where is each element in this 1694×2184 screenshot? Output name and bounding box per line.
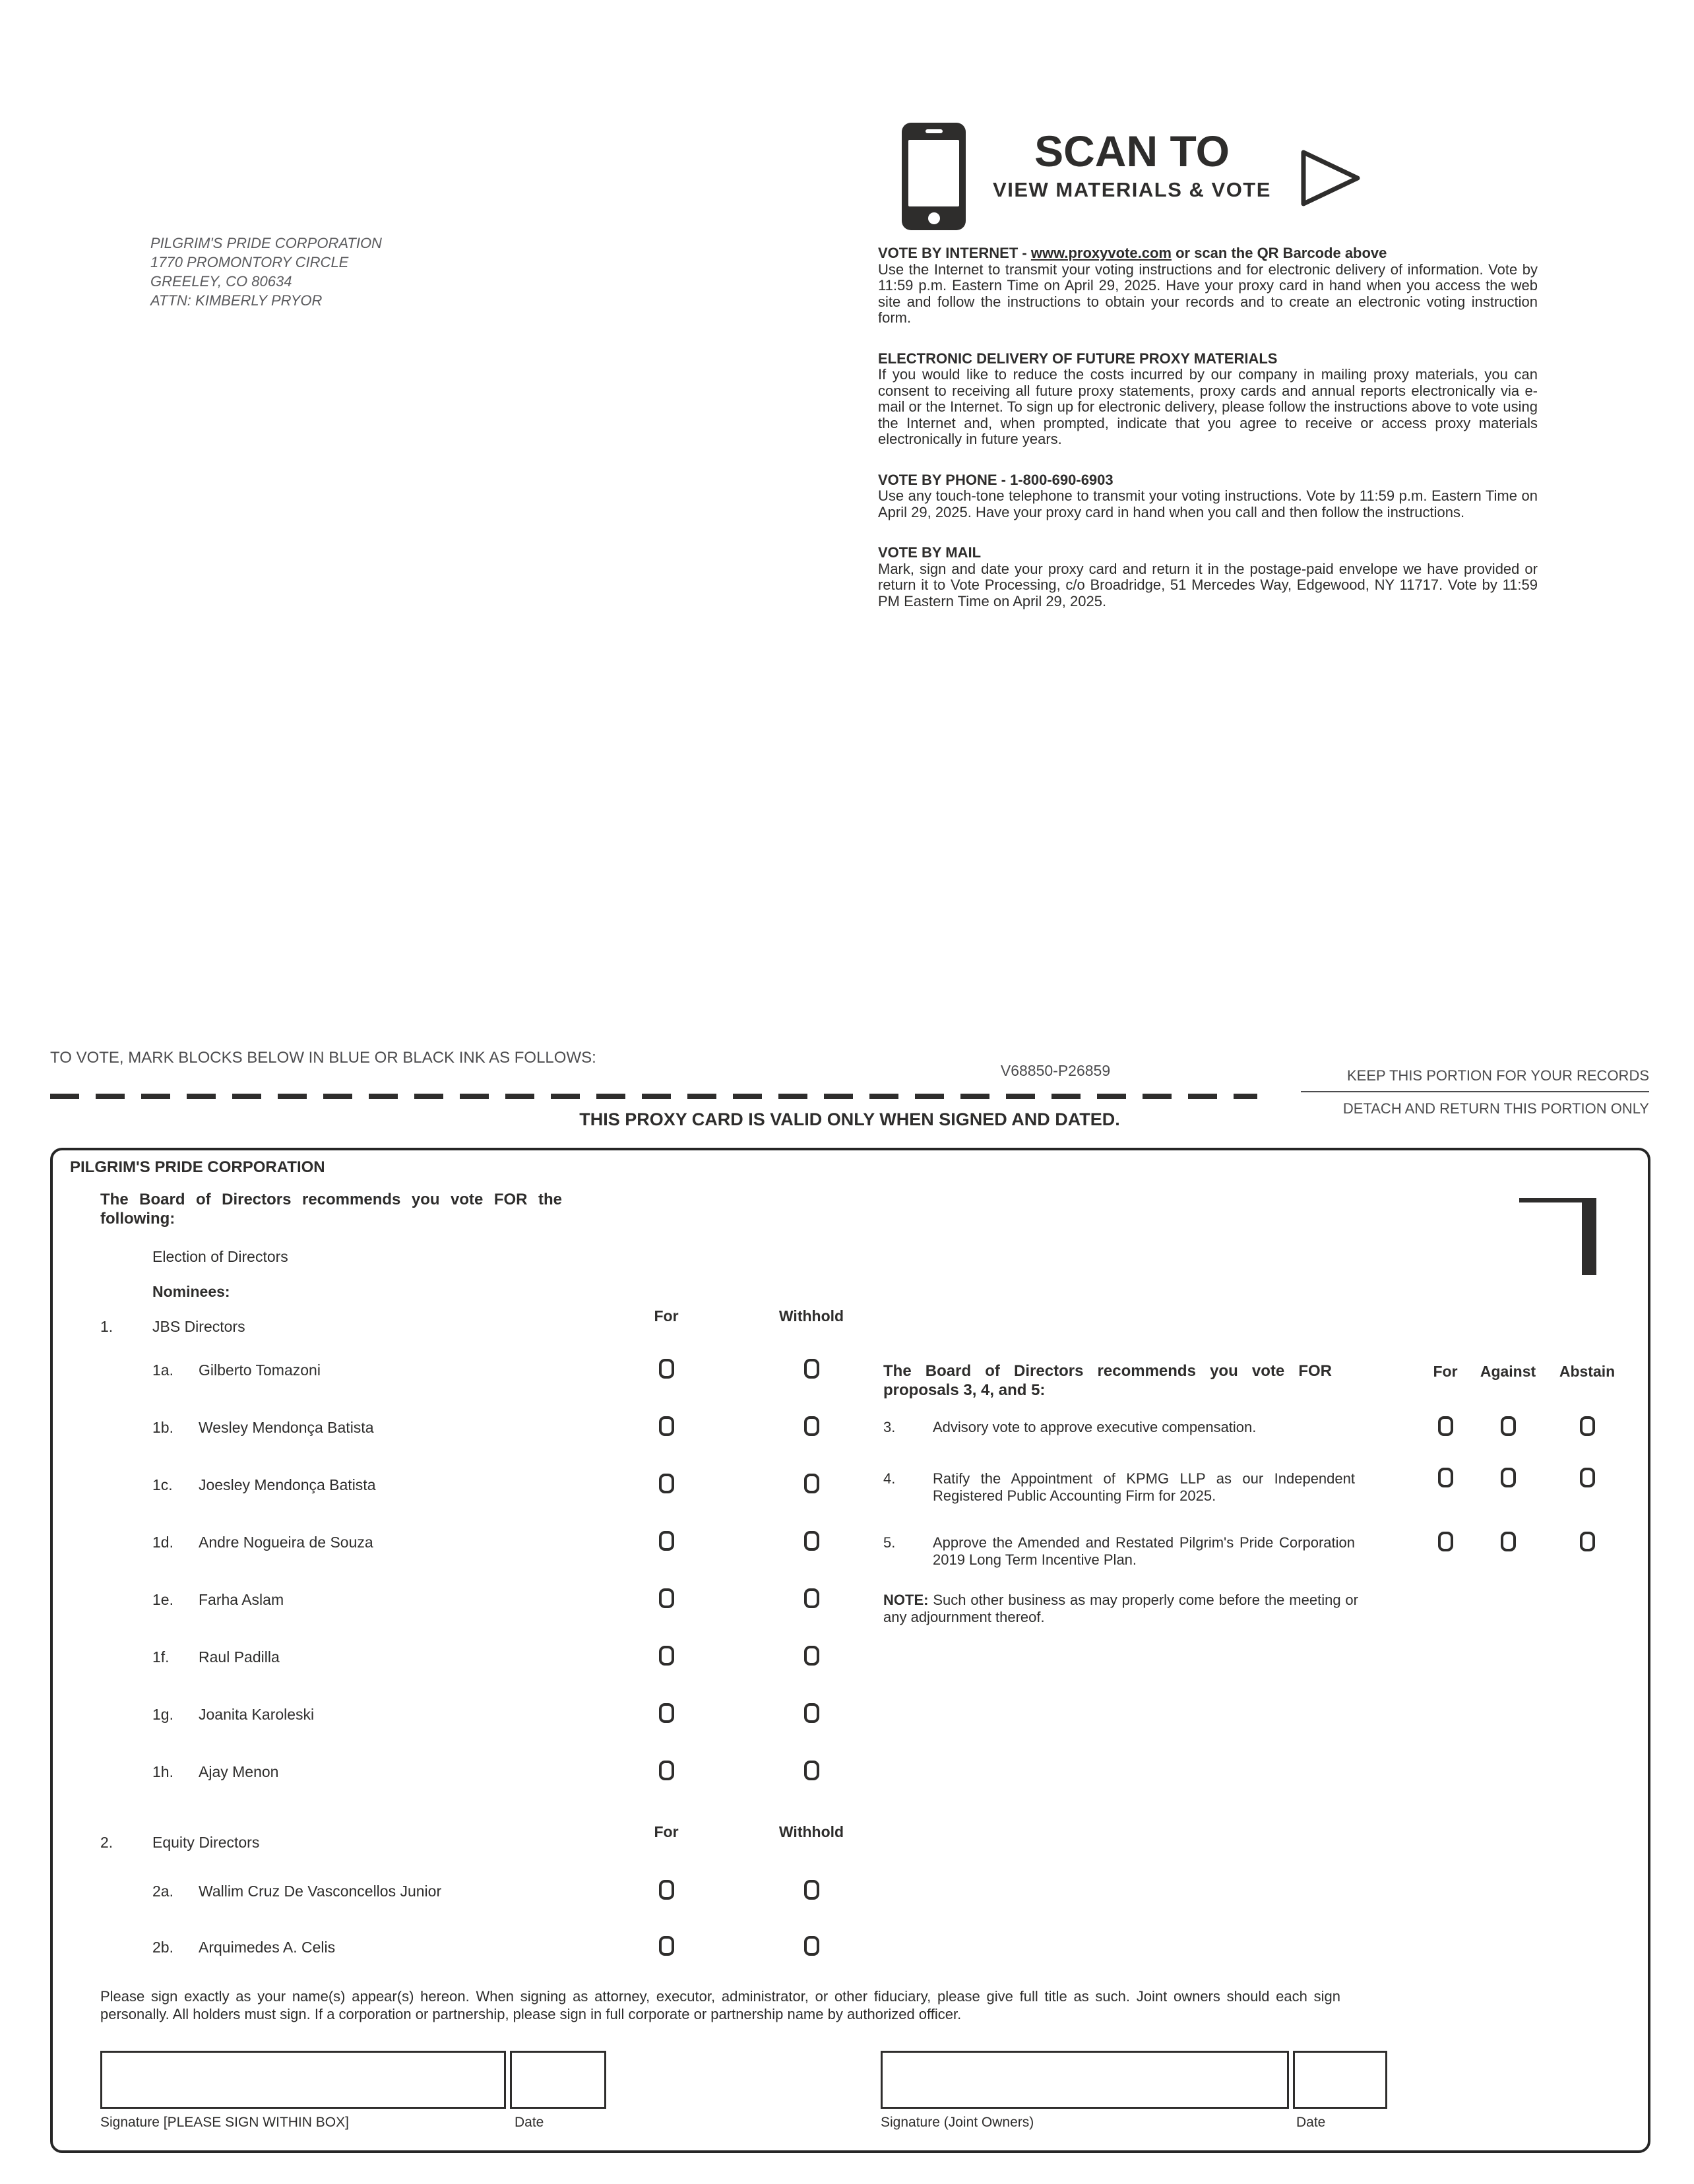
- joint-signature-date-label: Date: [1296, 2115, 1326, 2130]
- for-checkbox-1g[interactable]: [659, 1703, 674, 1723]
- valid-when-signed-text: THIS PROXY CARD IS VALID ONLY WHEN SIGNED AND DATED.: [579, 1109, 1120, 1129]
- nominee-id: 1f.: [152, 1648, 170, 1666]
- joint-signature-input-box[interactable]: [881, 2051, 1289, 2109]
- column-header-abstain: Abstain: [1559, 1363, 1616, 1380]
- scan-title: SCAN TO: [1034, 127, 1230, 175]
- nominee-id: 1e.: [152, 1591, 173, 1608]
- ballot-card: [50, 1148, 1650, 2153]
- vote-by-mail-block: [878, 545, 1538, 609]
- nominee-id: 1g.: [152, 1706, 173, 1723]
- nominee-id: 2a.: [152, 1883, 173, 1900]
- electronic-delivery-block: [878, 351, 1538, 448]
- proxyvote-link[interactable]: www.proxyvote.com: [1030, 245, 1172, 261]
- for-checkbox-1c[interactable]: [659, 1474, 674, 1493]
- nominee-id: 1a.: [152, 1361, 173, 1379]
- control-number: V68850-P26859: [1000, 1062, 1111, 1079]
- nominee-name: Arquimedes A. Celis: [199, 1939, 336, 1956]
- nominee-row-1c: [53, 1476, 1648, 1503]
- nominee-name: Wallim Cruz De Vasconcellos Junior: [199, 1883, 442, 1900]
- vote-by-mail-heading: VOTE BY MAIL: [878, 544, 982, 561]
- nominee-name: Andre Nogueira de Souza: [199, 1534, 373, 1551]
- for-checkbox-1e[interactable]: [659, 1588, 674, 1608]
- phone-speaker-icon: [925, 129, 943, 133]
- election-of-directors-label: Election of Directors: [152, 1248, 288, 1265]
- detach-portion-text: DETACH AND RETURN THIS PORTION ONLY: [1342, 1100, 1649, 1117]
- smartphone-icon: [902, 123, 966, 230]
- group1-number: 1.: [100, 1318, 113, 1335]
- nominee-row-2b: [53, 1939, 1648, 1965]
- heading-suffix: or scan the QR Barcode above: [1171, 245, 1387, 261]
- proposal-number: 4.: [883, 1470, 896, 1487]
- scan-subtitle: VIEW MATERIALS & VOTE: [993, 178, 1271, 201]
- nominee-name: Ajay Menon: [199, 1763, 279, 1780]
- nominee-row-1e: [53, 1591, 1648, 1617]
- proposal-text: Approve the Amended and Restated Pilgrim's Pride Corporation 2019 Long Term Incentive Plan.: [933, 1534, 1355, 1568]
- signature-date-input-box[interactable]: [510, 2051, 606, 2109]
- electronic-delivery-heading: ELECTRONIC DELIVERY OF FUTURE PROXY MATERIALS: [878, 350, 1278, 367]
- proposal-text: Ratify the Appointment of KPMG LLP as our Independent Registered Public Accounting Firm for 2025.: [933, 1470, 1355, 1504]
- vote-by-phone-block: [878, 472, 1538, 521]
- abstain-checkbox-p3[interactable]: [1580, 1416, 1595, 1436]
- detach-dashed-line: [50, 1094, 1257, 1099]
- nominee-row-1g: [53, 1706, 1648, 1732]
- note-text: Such other business as may properly come before the meeting or any adjournment thereof.: [883, 1592, 1358, 1625]
- nominee-name: Farha Aslam: [199, 1591, 284, 1608]
- nominee-id: 1d.: [152, 1534, 173, 1551]
- vote-by-phone-heading: VOTE BY PHONE - 1-800-690-6903: [878, 471, 1114, 488]
- sender-street: 1770 PROMONTORY CIRCLE: [150, 254, 349, 270]
- vote-by-phone-body: Use any touch-tone telephone to transmit your voting instructions. Vote by 11:59 p.m. Eastern Time on April 29, 2025. Have your proxy card in hand when you call and then follow the instructions.: [878, 487, 1538, 520]
- mark-blocks-instruction: TO VOTE, MARK BLOCKS BELOW IN BLUE OR BLACK INK AS FOLLOWS:: [50, 1049, 596, 1067]
- for-checkbox-2b[interactable]: [659, 1936, 674, 1956]
- nominee-id: 1h.: [152, 1763, 173, 1780]
- withhold-checkbox-1f[interactable]: [804, 1646, 819, 1666]
- column-header-for-2: For: [654, 1823, 679, 1840]
- phone-home-button-icon: [928, 212, 940, 224]
- vote-by-internet-block: [878, 245, 1538, 327]
- against-checkbox-p3[interactable]: [1501, 1416, 1516, 1436]
- for-checkbox-p5[interactable]: [1438, 1532, 1453, 1551]
- group2-label: Equity Directors: [152, 1834, 260, 1851]
- signature-box-label: Signature [PLEASE SIGN WITHIN BOX]: [100, 2115, 349, 2130]
- group1-label: JBS Directors: [152, 1318, 245, 1335]
- signature-input-box[interactable]: [100, 2051, 506, 2109]
- for-checkbox-1d[interactable]: [659, 1531, 674, 1551]
- scan-banner: [983, 128, 1281, 202]
- nominee-row-1a: [53, 1361, 1648, 1388]
- withhold-checkbox-1g[interactable]: [804, 1703, 819, 1723]
- abstain-checkbox-p4[interactable]: [1580, 1468, 1595, 1487]
- directors-recommendation: The Board of Directors recommends you vote FOR the following:: [100, 1191, 562, 1228]
- heading-prefix: VOTE BY INTERNET -: [878, 245, 1031, 261]
- proposal-text: Advisory vote to approve executive compensation.: [933, 1419, 1257, 1435]
- withhold-checkbox-2b[interactable]: [804, 1936, 819, 1956]
- abstain-checkbox-p5[interactable]: [1580, 1532, 1595, 1551]
- for-checkbox-1b[interactable]: [659, 1416, 674, 1436]
- electronic-delivery-body: If you would like to reduce the costs incurred by our company in mailing proxy materials, you can consent to receiving all future proxy statements, proxy cards and annual reports electronically via e-mail or the Internet. To sign up for electronic delivery, please follow the instructions above to vote using the Internet and, when prompted, indicate that you agree to receive or access proxy materials electronically in future years.: [878, 366, 1538, 447]
- nominee-name: Wesley Mendonça Batista: [199, 1419, 374, 1436]
- vote-by-internet-body: Use the Internet to transmit your voting instructions and for electronic delivery of information. Vote by 11:59 p.m. Eastern Time on April 29, 2025. Have your proxy card in hand when you access the web site and follow the instructions to obtain your records and to create an electronic voting instruction form.: [878, 261, 1538, 326]
- against-checkbox-p5[interactable]: [1501, 1532, 1516, 1551]
- joint-signature-box-label: Signature (Joint Owners): [881, 2115, 1034, 2130]
- other-business-note: [883, 1592, 1358, 1626]
- withhold-checkbox-1h[interactable]: [804, 1761, 819, 1780]
- withhold-checkbox-1d[interactable]: [804, 1531, 819, 1551]
- phone-screen-icon: [908, 140, 959, 206]
- for-checkbox-2a[interactable]: [659, 1880, 674, 1900]
- nominee-row-2a: [53, 1883, 1648, 1909]
- nominee-name: Joesley Mendonça Batista: [199, 1476, 376, 1493]
- nominee-row-1f: [53, 1648, 1648, 1675]
- nominee-name: Gilberto Tomazoni: [199, 1361, 321, 1379]
- nominee-name: Raul Padilla: [199, 1648, 280, 1666]
- column-header-withhold: Withhold: [778, 1307, 844, 1325]
- for-checkbox-p4[interactable]: [1438, 1468, 1453, 1487]
- joint-signature-date-input-box[interactable]: [1293, 2051, 1387, 2109]
- proposal-number: 3.: [883, 1419, 896, 1435]
- column-header-against: Against: [1480, 1363, 1536, 1380]
- arrow-right-icon: [1298, 148, 1364, 208]
- vote-by-internet-heading: [878, 245, 1538, 262]
- for-checkbox-1f[interactable]: [659, 1646, 674, 1666]
- withhold-checkbox-1c[interactable]: [804, 1474, 819, 1493]
- withhold-checkbox-1a[interactable]: [804, 1359, 819, 1379]
- nominees-label: Nominees:: [152, 1283, 230, 1300]
- sender-city: GREELEY, CO 80634: [150, 273, 292, 290]
- withhold-checkbox-2a[interactable]: [804, 1880, 819, 1900]
- withhold-checkbox-1e[interactable]: [804, 1588, 819, 1608]
- note-label: NOTE:: [883, 1592, 929, 1608]
- column-header-withhold-2: Withhold: [778, 1823, 844, 1840]
- for-checkbox-1a[interactable]: [659, 1359, 674, 1379]
- proposals-recommendation: The Board of Directors recommends you vote FOR proposals 3, 4, and 5:: [883, 1362, 1332, 1399]
- against-checkbox-p4[interactable]: [1501, 1468, 1516, 1487]
- signature-date-label: Date: [515, 2115, 544, 2130]
- vote-instructions: [878, 245, 1538, 634]
- nominee-row-1h: [53, 1763, 1648, 1790]
- return-address-block: [150, 234, 382, 310]
- sender-attn: ATTN: KIMBERLY PRYOR: [150, 292, 323, 309]
- nominee-name: Joanita Karoleski: [199, 1706, 315, 1723]
- signature-instructions: Please sign exactly as your name(s) appear(s) hereon. When signing as attorney, executor, administrator, or other fiduciary, please give full title as such. Joint owners should each sign personally. All holders must sign. If a corporation or partnership, please sign in full corporate or partnership name by authorized officer.: [100, 1988, 1340, 2022]
- column-header-for-proposals: For: [1433, 1363, 1458, 1380]
- nominee-row-1d: [53, 1534, 1648, 1560]
- group2-number: 2.: [100, 1834, 113, 1851]
- registration-corner-mark-side: [1582, 1198, 1596, 1275]
- nominee-id: 1b.: [152, 1419, 173, 1436]
- keep-portion-text: KEEP THIS PORTION FOR YOUR RECORDS: [1346, 1067, 1649, 1084]
- nominee-id: 1c.: [152, 1476, 173, 1493]
- card-company-title: PILGRIM'S PRIDE CORPORATION: [70, 1158, 325, 1176]
- column-header-for: For: [654, 1307, 679, 1325]
- keep-portion-divider-line: [1301, 1091, 1649, 1092]
- vote-by-mail-body: Mark, sign and date your proxy card and return it in the postage-paid envelope we have provided or return it to Vote Processing, c/o Broadridge, 51 Mercedes Way, Edgewood, NY 11717. Vote by 11:59 PM Eastern Time on April 29, 2025.: [878, 560, 1538, 609]
- for-checkbox-1h[interactable]: [659, 1761, 674, 1780]
- proposal-number: 5.: [883, 1534, 896, 1551]
- withhold-checkbox-1b[interactable]: [804, 1416, 819, 1436]
- for-checkbox-p3[interactable]: [1438, 1416, 1453, 1436]
- nominee-id: 2b.: [152, 1939, 173, 1956]
- sender-company: PILGRIM'S PRIDE CORPORATION: [150, 235, 382, 251]
- nominee-row-1b: [53, 1419, 1648, 1445]
